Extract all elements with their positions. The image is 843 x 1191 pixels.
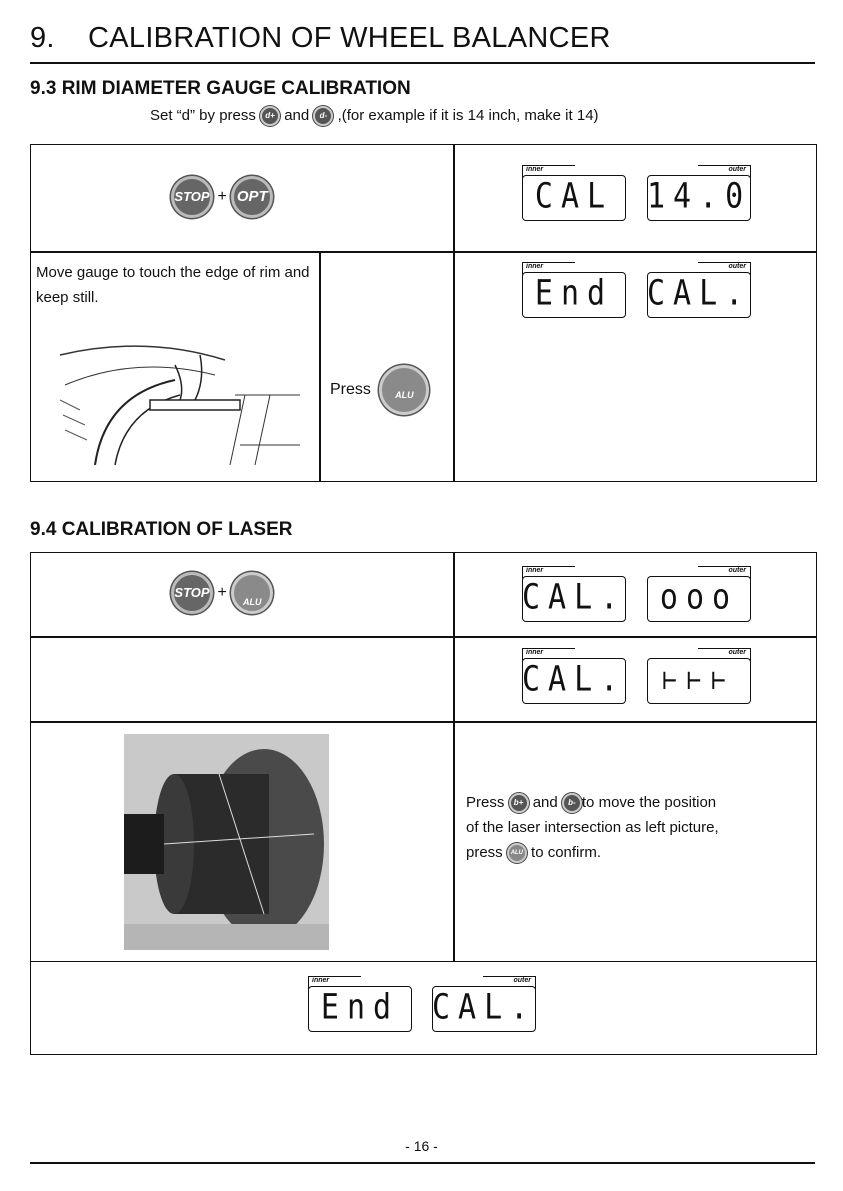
- lcd-inner-value: CAL.: [522, 577, 627, 618]
- heading-title: CALIBRATION OF WHEEL BALANCER: [88, 22, 611, 54]
- lcd-inner-value: CAL.: [522, 659, 627, 700]
- alu-button-icon: ALU: [231, 572, 273, 614]
- table-94-divider: [453, 552, 455, 962]
- lcd-outer: [647, 648, 751, 702]
- lcd-inner-value: CAL: [534, 176, 614, 217]
- stop-button-icon: STOP: [171, 572, 213, 614]
- page-heading: [30, 22, 611, 55]
- lcd-outer-label: outer: [728, 166, 746, 173]
- lcd-inner-label: inner: [526, 649, 544, 656]
- press-alu-group: [330, 365, 429, 415]
- table-93-row-divider: [30, 251, 817, 253]
- footer-rule: [30, 1162, 815, 1164]
- table-94-row-divider-1: [30, 636, 817, 638]
- lcd-inner: [522, 262, 626, 316]
- alu-button-icon: ALU: [379, 365, 429, 415]
- lcd-inner: [522, 566, 626, 620]
- lcd-outer-value: ⊢⊢⊢: [662, 663, 736, 697]
- opt-button-icon: OPT: [231, 176, 273, 218]
- lcd-outer-value: CAL.: [647, 273, 752, 314]
- page-number: - 16 -: [405, 1138, 438, 1154]
- lcd-inner-label: inner: [526, 166, 544, 173]
- plus-sign: +: [217, 584, 227, 601]
- b-minus-button-icon: b-: [562, 793, 582, 813]
- section-93-instruction: [150, 106, 599, 126]
- lcd-inner-value: End: [534, 273, 614, 314]
- stop-alu-combo: [171, 572, 273, 614]
- lcd-outer-label: outer: [728, 649, 746, 656]
- gauge-instruction: Move gauge to touch the edge of rim and keep still.: [36, 264, 310, 306]
- laser-instruction-line-3: press ALU to confirm.: [466, 840, 806, 865]
- stop-button-icon: STOP: [171, 176, 213, 218]
- lcd-inner: [308, 976, 412, 1030]
- section-93-title: 9.3 RIM DIAMETER GAUGE CALIBRATION: [30, 78, 411, 99]
- tire-gauge-illustration: [55, 325, 310, 465]
- d-plus-button-icon: d+: [260, 106, 280, 126]
- lcd-outer: [647, 566, 751, 620]
- table-94-last-row: [30, 961, 817, 1055]
- lcd-outer: [647, 165, 751, 219]
- laser-instruction-line-2: of the laser intersection as left picture,: [466, 819, 719, 836]
- lcd-inner-value: End: [320, 987, 400, 1028]
- heading-rule: [30, 62, 815, 64]
- table-93-divider: [453, 144, 455, 482]
- heading-number: 9.: [30, 22, 55, 54]
- press-label: Press: [330, 381, 371, 398]
- laser-photo: [124, 734, 329, 950]
- laser-instruction: [466, 790, 806, 865]
- alu-small-button-icon: ALU: [507, 843, 527, 863]
- instruction-pre: Set “d” by press: [150, 106, 256, 124]
- lcd-outer-value: 14.0: [647, 176, 752, 217]
- lcd-outer-value: ooo: [659, 577, 739, 618]
- instruction-and: and: [284, 106, 310, 124]
- instruction-post: ,(for example if it is 14 inch, make it 14): [337, 106, 599, 124]
- lcd-inner-label: inner: [526, 567, 544, 574]
- lcd-outer-label: outer: [513, 977, 531, 984]
- table-94-row-divider-2: [30, 721, 817, 723]
- d-minus-button-icon: d-: [313, 106, 333, 126]
- laser-instruction-line-1: Press b+ and b- to move the position: [466, 790, 806, 815]
- stop-opt-combo: [171, 176, 273, 218]
- lcd-outer: [432, 976, 536, 1030]
- lcd-inner-label: inner: [526, 263, 544, 270]
- b-plus-button-icon: b+: [509, 793, 529, 813]
- lcd-inner: [522, 648, 626, 702]
- lcd-inner: [522, 165, 626, 219]
- table-93-inner-divider: [319, 251, 321, 482]
- lcd-outer: [647, 262, 751, 316]
- lcd-outer-value: CAL.: [432, 987, 537, 1028]
- lcd-outer-label: outer: [728, 263, 746, 270]
- plus-sign: +: [217, 188, 227, 205]
- section-94-title: 9.4 CALIBRATION OF LASER: [30, 519, 293, 540]
- lcd-outer-label: outer: [728, 567, 746, 574]
- lcd-inner-label: inner: [312, 977, 330, 984]
